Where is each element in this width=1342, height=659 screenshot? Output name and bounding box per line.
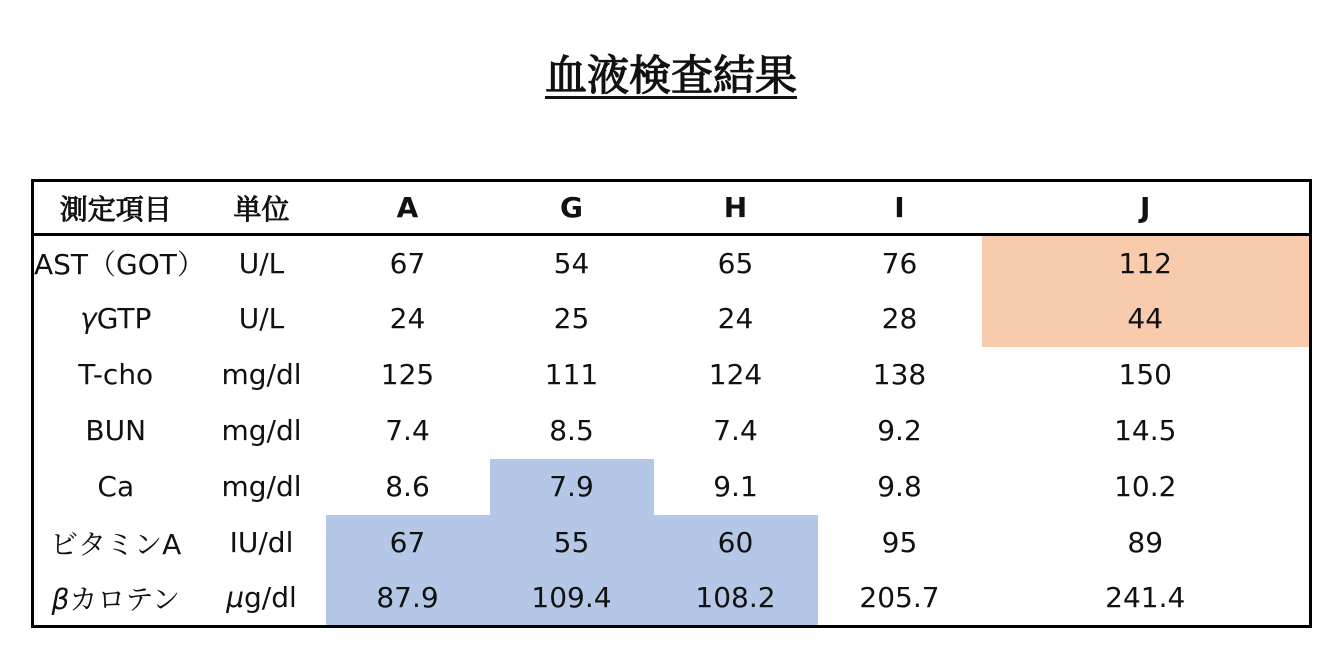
cell-item-text: カロテン: [69, 582, 180, 616]
cell-value: 25: [553, 302, 590, 335]
cell-value: 28: [881, 302, 918, 335]
cell-value: 65: [717, 246, 754, 280]
header-col-g: G: [490, 181, 654, 235]
cell-unit: mg/dl: [221, 358, 302, 391]
cell-value: 9.1: [713, 470, 758, 503]
cell-value: 60: [654, 515, 818, 571]
cell-unit: U/L: [238, 246, 285, 280]
cell-value: 10.2: [1114, 470, 1177, 503]
table-row: [33, 347, 1311, 403]
cell-value: 205.7: [859, 581, 940, 615]
cell-unit: U/L: [238, 302, 285, 335]
header-unit: 単位: [198, 181, 326, 235]
cell-unit-text: g/dl: [244, 581, 297, 615]
cell-value: 125: [380, 358, 435, 391]
cell-value: 109.4: [490, 571, 654, 627]
cell-value: 67: [389, 246, 426, 280]
cell-value: 7.9: [490, 459, 654, 515]
cell-value: 24: [717, 302, 754, 335]
cell-item: AST（GOT）: [34, 248, 205, 282]
page-title: [0, 48, 1342, 104]
cell-value: 55: [490, 515, 654, 571]
blood-test-table: [31, 179, 1312, 628]
cell-item: ビタミンA: [50, 527, 182, 561]
cell-value: 7.4: [713, 414, 758, 447]
cell-item: T-cho: [78, 358, 154, 391]
cell-value: 7.4: [385, 414, 430, 447]
cell-value: 44: [982, 291, 1311, 347]
cell-value: 112: [982, 235, 1311, 291]
header-col-h: H: [654, 181, 818, 235]
cell-value: 108.2: [654, 571, 818, 627]
cell-item: [33, 571, 198, 627]
cell-value: 8.6: [385, 470, 430, 503]
cell-value: 76: [881, 246, 918, 280]
greek-symbol: β: [51, 582, 70, 616]
table-row: [33, 515, 1311, 571]
table-header-row: [33, 181, 1311, 235]
table-row: [33, 459, 1311, 515]
cell-value: 111: [544, 358, 599, 391]
cell-unit: IU/dl: [229, 526, 294, 559]
cell-value: 9.2: [877, 414, 922, 447]
header-col-a: A: [326, 181, 490, 235]
cell-value: 150: [1118, 358, 1172, 391]
greek-symbol: γ: [80, 302, 97, 335]
header-col-i: I: [818, 181, 982, 235]
cell-value: 87.9: [326, 571, 490, 627]
page-title-text: 血液検査結果: [544, 51, 797, 100]
table-row: [33, 571, 1311, 627]
cell-value: 95: [881, 526, 918, 559]
header-item: 測定項目: [33, 181, 198, 235]
cell-value: 24: [389, 302, 426, 335]
cell-item: [33, 291, 198, 347]
cell-unit: [198, 571, 326, 627]
cell-value: 241.4: [1105, 581, 1186, 615]
cell-value: 67: [326, 515, 490, 571]
greek-symbol: μ: [226, 581, 245, 615]
cell-value: 89: [1127, 526, 1164, 559]
cell-value: 54: [553, 246, 590, 280]
cell-value: 138: [872, 358, 927, 391]
cell-unit: mg/dl: [221, 414, 302, 447]
table-row: [33, 291, 1311, 347]
cell-value: 9.8: [877, 470, 922, 503]
cell-value: 14.5: [1114, 414, 1177, 447]
header-col-j: J: [982, 181, 1311, 235]
cell-value: 8.5: [549, 414, 594, 447]
table-row: [33, 403, 1311, 459]
cell-item-text: GTP: [96, 302, 152, 335]
cell-value: 124: [708, 358, 763, 391]
cell-unit: mg/dl: [221, 470, 302, 503]
table-row: [33, 235, 1311, 291]
cell-item: Ca: [97, 470, 135, 503]
cell-item: BUN: [85, 414, 147, 447]
